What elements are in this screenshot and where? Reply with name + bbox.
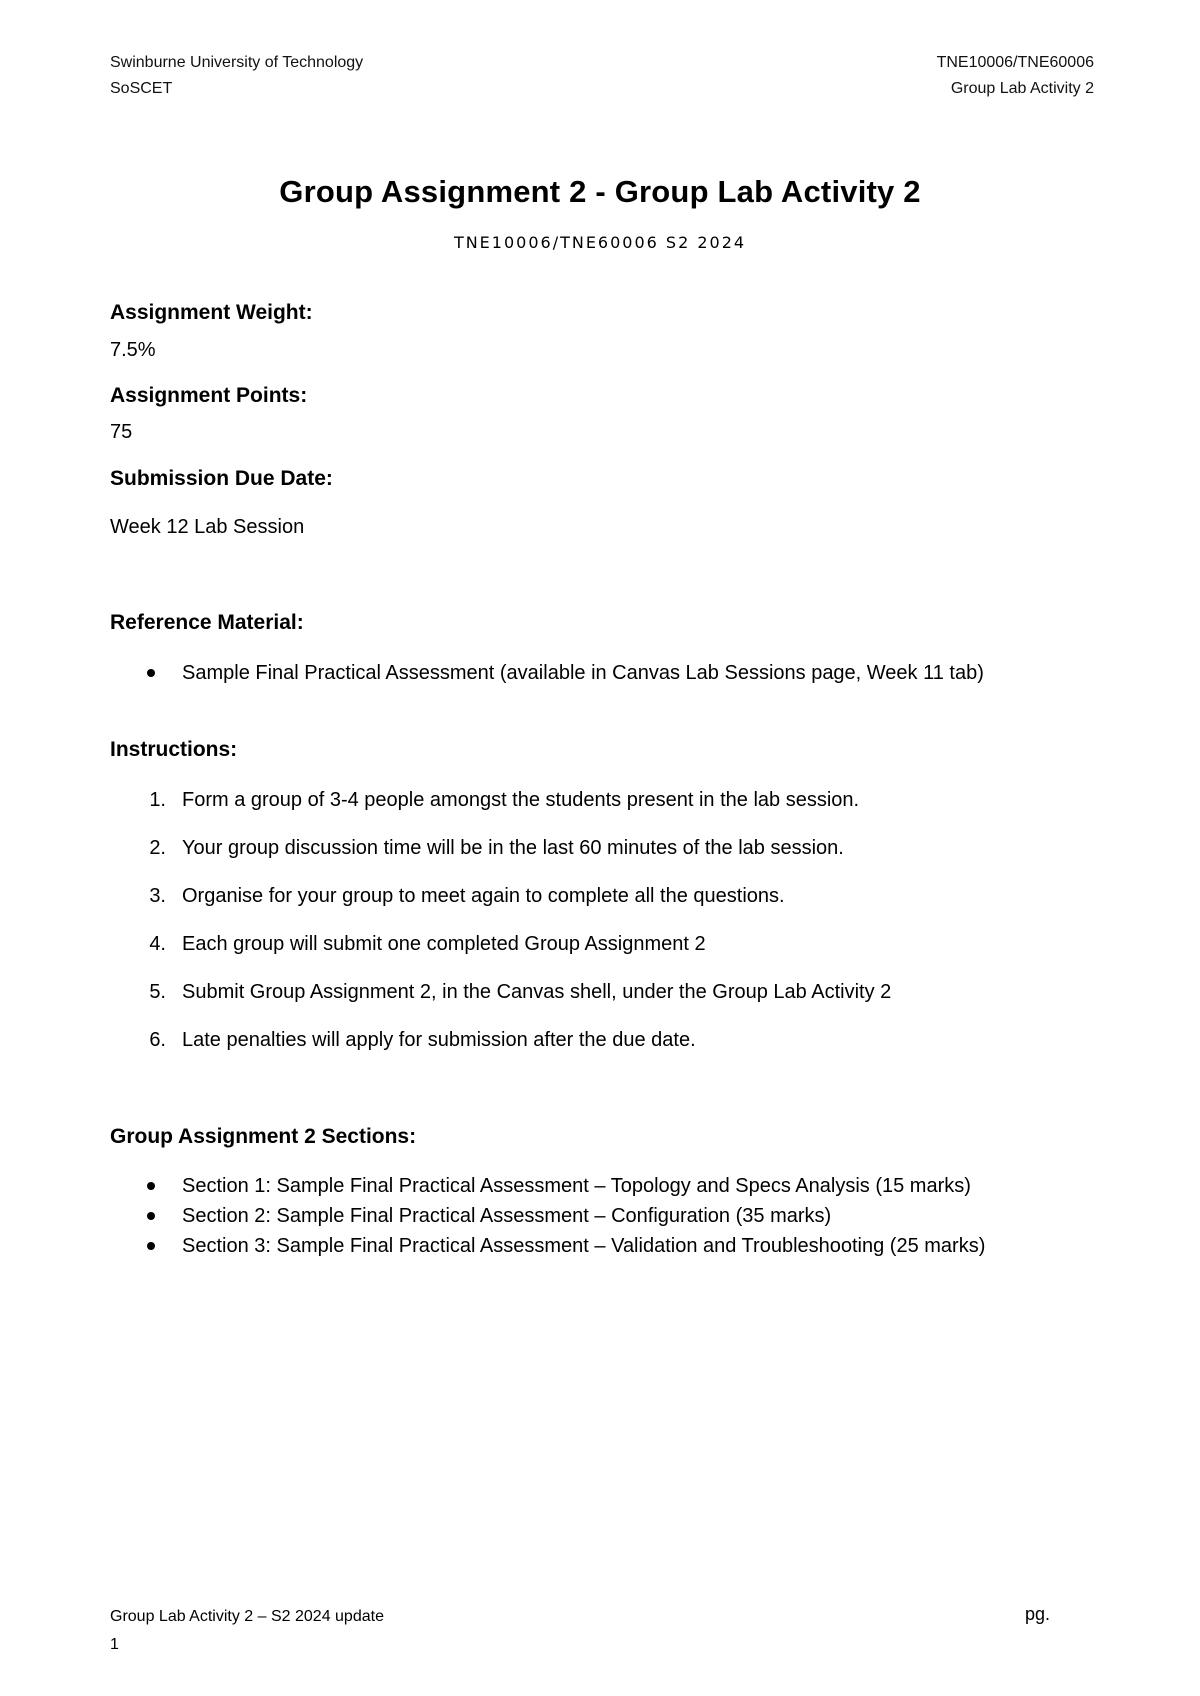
page-title: Group Assignment 2 - Group Lab Activity 2	[279, 174, 921, 209]
section-item-text: Section 3: Sample Final Practical Assessment – Validation and Troubleshooting (25 marks)	[182, 1235, 986, 1257]
instructions-heading: Instructions:	[110, 738, 238, 761]
list-number: 2.	[149, 837, 166, 859]
header-left	[110, 50, 363, 102]
reference-item-text: Sample Final Practical Assessment (available in Canvas Lab Sessions page, Week 11 tab)	[182, 662, 984, 684]
footer	[110, 1603, 384, 1659]
points-label: Assignment Points:	[110, 384, 308, 407]
instruction-text: Late penalties will apply for submission after the due date.	[182, 1029, 696, 1051]
list-number: 1.	[149, 789, 166, 811]
list-number: 5.	[149, 981, 166, 1003]
header-unit-code: TNE10006/TNE60006	[936, 54, 1094, 71]
list-number: 4.	[149, 933, 166, 955]
weight-value: 7.5%	[110, 339, 156, 361]
header-right	[937, 50, 1094, 102]
section-item-text: Section 2: Sample Final Practical Assessment – Configuration (35 marks)	[182, 1205, 832, 1227]
page-subtitle: TNE10006/TNE60006 S2 2024	[453, 233, 747, 252]
due-date-value: Week 12 Lab Session	[110, 516, 305, 538]
weight-label: Assignment Weight:	[110, 301, 313, 324]
bullet-icon	[147, 1242, 155, 1250]
bullet-icon	[147, 669, 155, 677]
instruction-text: Form a group of 3-4 people amongst the students present in the lab session.	[182, 789, 860, 811]
header-institution: Swinburne University of Technology	[110, 54, 364, 71]
instruction-text: Submit Group Assignment 2, in the Canvas shell, under the Group Lab Activity 2	[182, 981, 892, 1003]
section-item-text: Section 1: Sample Final Practical Assessment – Topology and Specs Analysis (15 marks)	[182, 1175, 971, 1197]
due-date-label: Submission Due Date:	[110, 467, 333, 490]
points-value: 75	[110, 421, 133, 443]
reference-heading: Reference Material:	[110, 611, 304, 634]
page-label: pg.	[1024, 1604, 1050, 1624]
list-number: 3.	[149, 885, 166, 907]
instruction-text: Organise for your group to meet again to complete all the questions.	[182, 885, 785, 907]
page-number: 1	[110, 1636, 119, 1653]
instruction-text: Each group will submit one completed Group Assignment 2	[182, 933, 706, 955]
list-number: 6.	[149, 1029, 166, 1051]
sections-heading: Group Assignment 2 Sections:	[110, 1125, 417, 1148]
bullet-icon	[147, 1182, 155, 1190]
header-school: SoSCET	[110, 80, 173, 97]
instruction-text: Your group discussion time will be in the last 60 minutes of the lab session.	[182, 837, 844, 859]
footer-text: Group Lab Activity 2 – S2 2024 update	[110, 1608, 384, 1625]
header-activity: Group Lab Activity 2	[950, 80, 1094, 97]
bullet-icon	[147, 1212, 155, 1220]
